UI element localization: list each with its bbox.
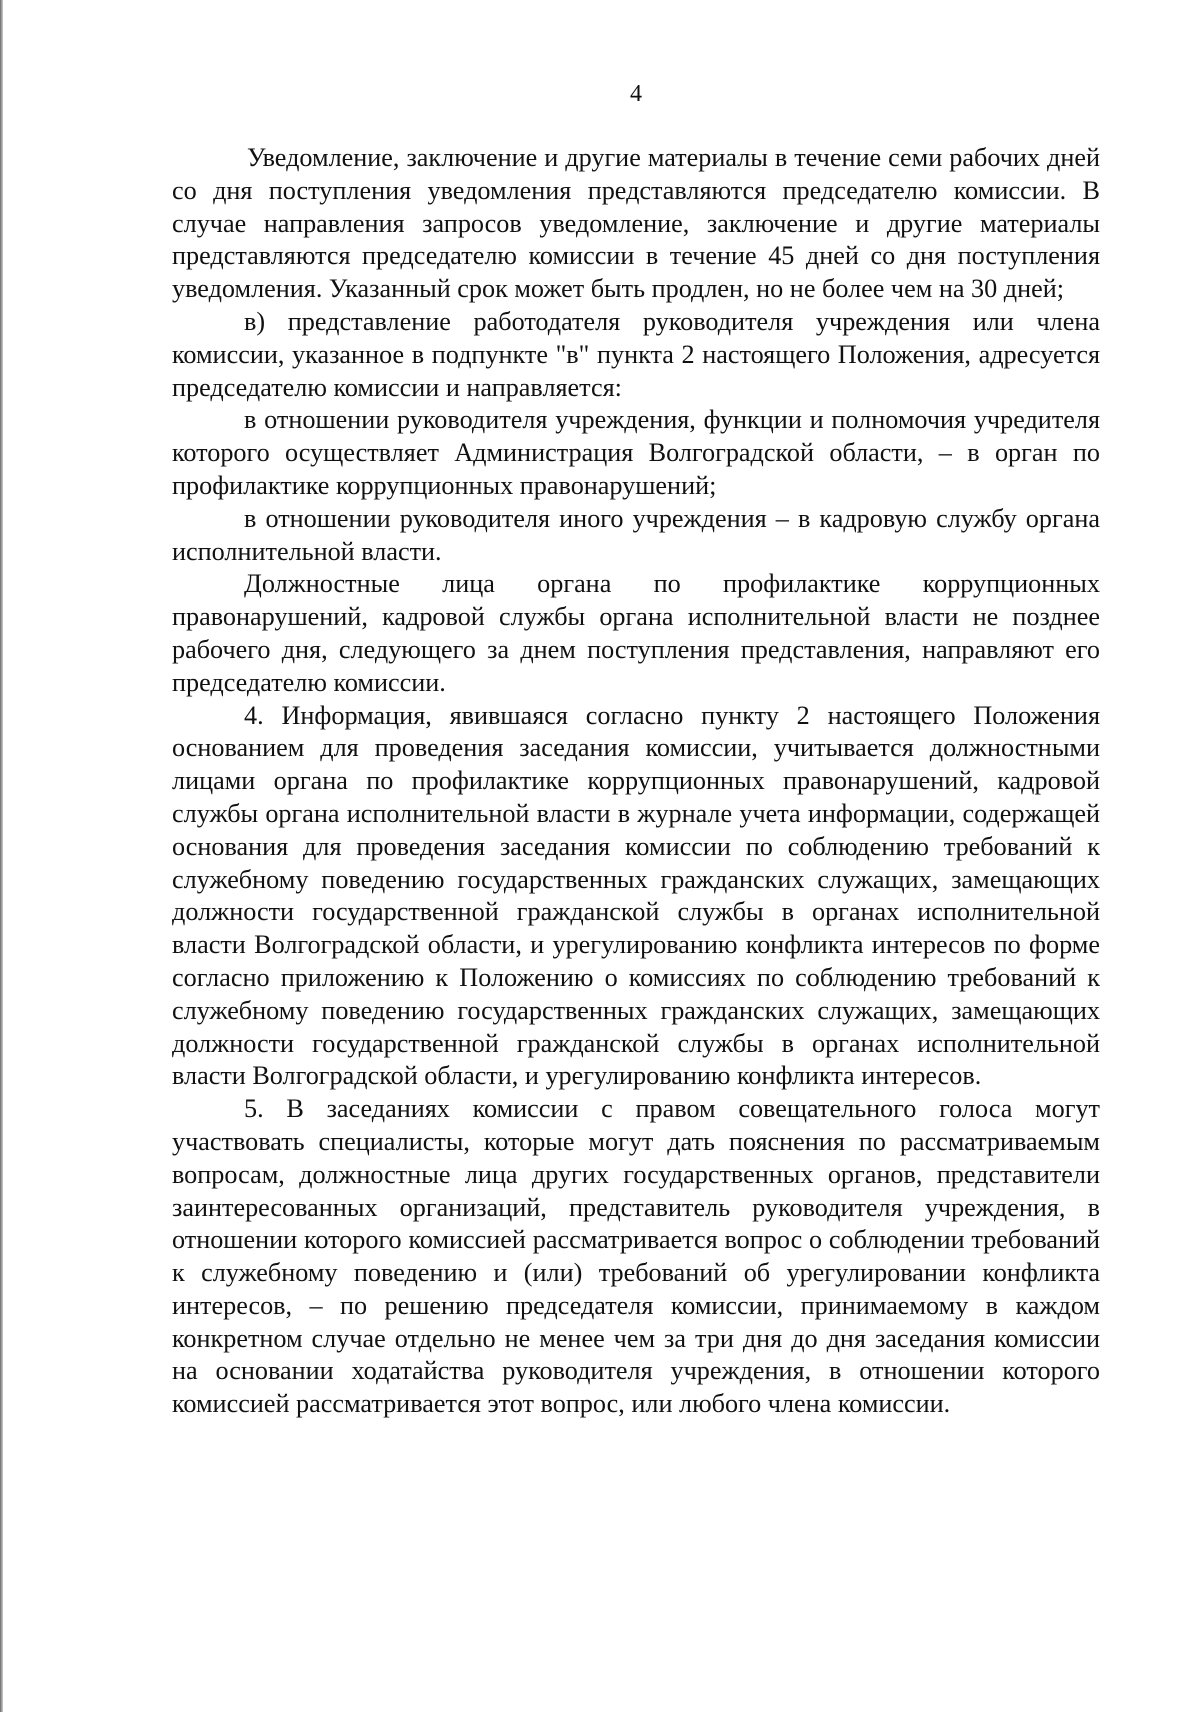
- paragraph-administration-founded-institution: в отношении руководителя учреждения, функции и полномочия учредителя которого осуществляет Администрация Волгоградской области, – в орган по профилактике коррупционных правонарушений;: [172, 405, 1100, 500]
- paragraph-employer-submission: в) представление работодателя руководителя учреждения или члена комиссии, указанное в подпункте "в" пункта 2 настоящего Положения, адресуется председателю комиссии и направляется:: [172, 306, 1100, 402]
- document-body: [172, 142, 1100, 1421]
- paragraph-notification-deadline: Уведомление, заключение и другие материалы в течение семи рабочих дней со дня поступления уведомления представляются председателю комиссии. В случае направления запросов уведомление, заключение и другие материалы представляются председателю комиссии в течение 45 дней со дня поступления уведомления. Указанный срок может быть продлен, но не более чем на 30 дней;: [172, 143, 1100, 304]
- paragraph-officials-forwarding: Должностные лица органа по профилактике коррупционных правонарушений, кадровой службы органа исполнительной власти не позднее рабочего дня, следующего за днем поступления представления, направляют его председателю комиссии.: [172, 569, 1100, 697]
- paragraph-item-5-advisory-participants: 5. В заседаниях комиссии с правом совещательного голоса могут участвовать специалисты, которые могут дать пояснения по рассматриваемым вопросам, должностные лица других государственных органов, представители заинтересованных организаций, представитель руководителя учреждения, в отношении которого комиссией рассматривается вопрос о соблюдении требований к служебному поведению и (или) требований об урегулировании конфликта интересов, – по решению председателя комиссии, принимаемому в каждом конкретном случае отдельно не менее чем за три дня до дня заседания комиссии на основании ходатайства руководителя учреждения, в отношении которого комиссией рассматривается этот вопрос, или любого члена комиссии.: [172, 1094, 1100, 1419]
- scan-edge-shadow: [0, 0, 3, 1712]
- paragraph-other-institution: в отношении руководителя иного учреждения – в кадровую службу органа исполнительной власти.: [172, 503, 1100, 566]
- paragraph-item-4-information-registration: 4. Информация, явившаяся согласно пункту 2 настоящего Положения основанием для проведения заседания комиссии, учитывается должностными лицами органа по профилактике коррупционных правонарушений, кадровой службы органа исполнительной власти в журнале учета информации, содержащей основания для проведения заседания комиссии по соблюдению требований к служебному поведению государственных гражданских служащих, замещающих должности государственной гражданской службы в органах исполнительной власти Волгоградской области, и урегулированию конфликта интересов по форме согласно приложению к Положению о комиссиях по соблюдению требований к служебному поведению государственных гражданских служащих, замещающих должности государственной гражданской службы в органах исполнительной власти Волгоградской области, и урегулированию конфликта интересов.: [172, 700, 1100, 1091]
- page-number: 4: [630, 81, 642, 107]
